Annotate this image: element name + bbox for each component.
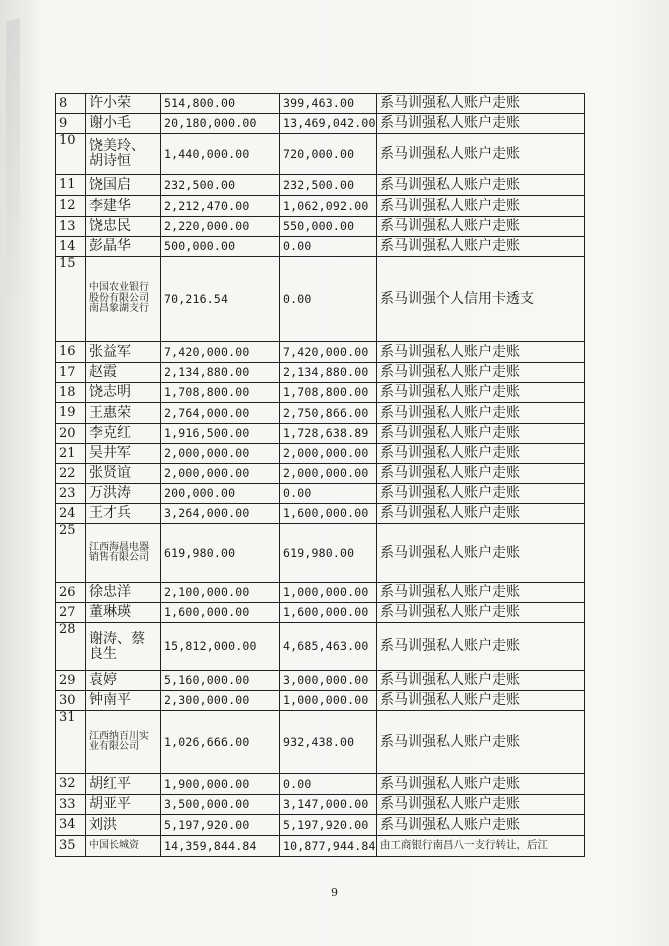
creditor-name: 彭晶华 <box>86 237 161 257</box>
creditor-name: 饶志明 <box>86 383 161 403</box>
amount-declared: 2,212,470.00 <box>161 196 280 217</box>
amount-confirmed: 932,438.00 <box>280 711 377 774</box>
row-note: 系马训强私人账户走账 <box>377 484 585 504</box>
row-number: 14 <box>56 237 86 257</box>
row-number: 16 <box>56 342 86 363</box>
row-number: 15 <box>56 257 86 342</box>
amount-declared: 2,220,000.00 <box>161 217 280 237</box>
table-row <box>56 795 585 815</box>
table-row <box>56 484 585 504</box>
row-note: 系马训强私人账户走账 <box>377 774 585 795</box>
creditor-name: 饶美玲、胡诗恒 <box>86 134 161 175</box>
row-note: 系马训强私人账户走账 <box>377 363 585 383</box>
table-row <box>56 237 585 257</box>
row-number: 8 <box>56 94 86 114</box>
creditor-name: 江西海晨电器销售有限公司 <box>86 524 161 583</box>
amount-declared: 14,359,844.84 <box>161 836 280 857</box>
amount-declared: 1,600,000.00 <box>161 603 280 623</box>
creditor-name: 张贤谊 <box>86 464 161 484</box>
table-row <box>56 403 585 424</box>
creditor-table <box>55 93 585 857</box>
row-note: 系马训强私人账户走账 <box>377 114 585 134</box>
row-note: 系马训强私人账户走账 <box>377 175 585 196</box>
table-row <box>56 836 585 857</box>
table-row <box>56 711 585 774</box>
table-row <box>56 815 585 836</box>
row-note: 系马训强私人账户走账 <box>377 711 585 774</box>
row-number: 21 <box>56 444 86 464</box>
amount-confirmed: 3,000,000.00 <box>280 671 377 691</box>
row-note: 系马训强私人账户走账 <box>377 217 585 237</box>
amount-confirmed: 4,685,463.00 <box>280 623 377 671</box>
table-row <box>56 175 585 196</box>
table-row <box>56 464 585 484</box>
row-note: 系马训强私人账户走账 <box>377 444 585 464</box>
creditor-name: 王惠荣 <box>86 403 161 424</box>
amount-confirmed: 0.00 <box>280 257 377 342</box>
amount-confirmed: 720,000.00 <box>280 134 377 175</box>
amount-confirmed: 1,600,000.00 <box>280 504 377 524</box>
row-number: 32 <box>56 774 86 795</box>
amount-declared: 1,900,000.00 <box>161 774 280 795</box>
row-note: 系马训强私人账户走账 <box>377 795 585 815</box>
row-note: 系马训强私人账户走账 <box>377 134 585 175</box>
creditor-name: 董琳瑛 <box>86 603 161 623</box>
row-number: 12 <box>56 196 86 217</box>
amount-confirmed: 1,062,092.00 <box>280 196 377 217</box>
row-number: 18 <box>56 383 86 403</box>
amount-confirmed: 1,000,000.00 <box>280 691 377 711</box>
creditor-name: 李建华 <box>86 196 161 217</box>
table-row <box>56 504 585 524</box>
amount-declared: 2,764,000.00 <box>161 403 280 424</box>
row-number: 13 <box>56 217 86 237</box>
creditor-name: 李克红 <box>86 424 161 444</box>
creditor-name: 江西纳百川实业有限公司 <box>86 711 161 774</box>
row-number: 25 <box>56 524 86 583</box>
row-number: 34 <box>56 815 86 836</box>
creditor-name: 徐忠洋 <box>86 583 161 603</box>
row-number: 31 <box>56 711 86 774</box>
row-number: 30 <box>56 691 86 711</box>
row-number: 10 <box>56 134 86 175</box>
creditor-name: 袁婷 <box>86 671 161 691</box>
row-note: 系马训强私人账户走账 <box>377 342 585 363</box>
row-note: 系马训强私人账户走账 <box>377 237 585 257</box>
creditor-name: 赵霞 <box>86 363 161 383</box>
table-row <box>56 524 585 583</box>
amount-declared: 15,812,000.00 <box>161 623 280 671</box>
row-number: 19 <box>56 403 86 424</box>
table-row <box>56 342 585 363</box>
amount-declared: 7,420,000.00 <box>161 342 280 363</box>
row-note: 系马训强私人账户走账 <box>377 671 585 691</box>
amount-confirmed: 0.00 <box>280 484 377 504</box>
row-note: 系马训强私人账户走账 <box>377 94 585 114</box>
amount-confirmed: 1,000,000.00 <box>280 583 377 603</box>
row-note: 系马训强私人账户走账 <box>377 504 585 524</box>
amount-confirmed: 3,147,000.00 <box>280 795 377 815</box>
row-note: 系马训强私人账户走账 <box>377 603 585 623</box>
scan-left-edge <box>0 0 44 946</box>
creditor-name: 王才兵 <box>86 504 161 524</box>
amount-declared: 232,500.00 <box>161 175 280 196</box>
row-number: 20 <box>56 424 86 444</box>
table-row <box>56 217 585 237</box>
amount-confirmed: 7,420,000.00 <box>280 342 377 363</box>
amount-confirmed: 619,980.00 <box>280 524 377 583</box>
amount-confirmed: 1,728,638.89 <box>280 424 377 444</box>
amount-declared: 5,197,920.00 <box>161 815 280 836</box>
creditor-name: 胡亚平 <box>86 795 161 815</box>
amount-confirmed: 10,877,944.84 <box>280 836 377 857</box>
creditor-name: 钟南平 <box>86 691 161 711</box>
table-row <box>56 774 585 795</box>
table-row <box>56 257 585 342</box>
amount-confirmed: 232,500.00 <box>280 175 377 196</box>
amount-declared: 20,180,000.00 <box>161 114 280 134</box>
row-number: 26 <box>56 583 86 603</box>
page-number: 9 <box>331 886 338 899</box>
amount-declared: 1,916,500.00 <box>161 424 280 444</box>
row-number: 9 <box>56 114 86 134</box>
amount-declared: 2,000,000.00 <box>161 444 280 464</box>
amount-confirmed: 2,000,000.00 <box>280 464 377 484</box>
creditor-name: 中国长城资 <box>86 836 161 857</box>
amount-declared: 3,500,000.00 <box>161 795 280 815</box>
amount-declared: 2,100,000.00 <box>161 583 280 603</box>
table-row <box>56 583 585 603</box>
amount-declared: 1,026,666.00 <box>161 711 280 774</box>
amount-confirmed: 2,000,000.00 <box>280 444 377 464</box>
creditor-name: 吴井军 <box>86 444 161 464</box>
amount-declared: 2,000,000.00 <box>161 464 280 484</box>
table-row <box>56 623 585 671</box>
amount-declared: 1,440,000.00 <box>161 134 280 175</box>
row-number: 22 <box>56 464 86 484</box>
creditor-name: 谢涛、蔡良生 <box>86 623 161 671</box>
table-row <box>56 94 585 114</box>
row-number: 23 <box>56 484 86 504</box>
row-number: 33 <box>56 795 86 815</box>
row-number: 28 <box>56 623 86 671</box>
amount-confirmed: 399,463.00 <box>280 94 377 114</box>
row-note: 系马训强私人账户走账 <box>377 383 585 403</box>
amount-confirmed: 13,469,042.00 <box>280 114 377 134</box>
amount-confirmed: 550,000.00 <box>280 217 377 237</box>
creditor-name: 胡红平 <box>86 774 161 795</box>
row-note: 系马训强个人信用卡透支 <box>377 257 585 342</box>
creditor-name: 张益军 <box>86 342 161 363</box>
row-number: 35 <box>56 836 86 857</box>
amount-declared: 619,980.00 <box>161 524 280 583</box>
row-number: 17 <box>56 363 86 383</box>
amount-confirmed: 1,600,000.00 <box>280 603 377 623</box>
table-row <box>56 691 585 711</box>
amount-declared: 1,708,800.00 <box>161 383 280 403</box>
amount-confirmed: 2,750,866.00 <box>280 403 377 424</box>
table-row <box>56 196 585 217</box>
amount-declared: 5,160,000.00 <box>161 671 280 691</box>
row-number: 11 <box>56 175 86 196</box>
amount-declared: 2,134,880.00 <box>161 363 280 383</box>
creditor-name: 饶忠民 <box>86 217 161 237</box>
row-note: 系马训强私人账户走账 <box>377 464 585 484</box>
creditor-name: 万洪涛 <box>86 484 161 504</box>
creditor-name: 谢小毛 <box>86 114 161 134</box>
table-row <box>56 444 585 464</box>
amount-declared: 514,800.00 <box>161 94 280 114</box>
table-row <box>56 603 585 623</box>
table-row <box>56 363 585 383</box>
table-row <box>56 424 585 444</box>
row-note: 系马训强私人账户走账 <box>377 691 585 711</box>
amount-confirmed: 2,134,880.00 <box>280 363 377 383</box>
amount-declared: 2,300,000.00 <box>161 691 280 711</box>
creditor-name: 中国农业银行股份有限公司南昌象湖支行 <box>86 257 161 342</box>
amount-confirmed: 5,197,920.00 <box>280 815 377 836</box>
row-note: 系马训强私人账户走账 <box>377 424 585 444</box>
amount-confirmed: 0.00 <box>280 774 377 795</box>
creditor-name: 刘洪 <box>86 815 161 836</box>
row-note: 系马训强私人账户走账 <box>377 815 585 836</box>
row-number: 24 <box>56 504 86 524</box>
amount-declared: 500,000.00 <box>161 237 280 257</box>
row-note: 系马训强私人账户走账 <box>377 524 585 583</box>
table-row <box>56 383 585 403</box>
table-row <box>56 671 585 691</box>
table-row <box>56 134 585 175</box>
row-note: 系马训强私人账户走账 <box>377 583 585 603</box>
creditor-name: 许小荣 <box>86 94 161 114</box>
amount-confirmed: 0.00 <box>280 237 377 257</box>
amount-declared: 70,216.54 <box>161 257 280 342</box>
amount-declared: 3,264,000.00 <box>161 504 280 524</box>
row-note: 系马训强私人账户走账 <box>377 623 585 671</box>
row-number: 27 <box>56 603 86 623</box>
row-note: 系马训强私人账户走账 <box>377 403 585 424</box>
creditor-name: 饶国启 <box>86 175 161 196</box>
row-note: 系马训强私人账户走账 <box>377 196 585 217</box>
amount-confirmed: 1,708,800.00 <box>280 383 377 403</box>
row-number: 29 <box>56 671 86 691</box>
table-row <box>56 114 585 134</box>
amount-declared: 200,000.00 <box>161 484 280 504</box>
row-note: 由工商银行南昌八一支行转让，后江 <box>377 836 585 857</box>
